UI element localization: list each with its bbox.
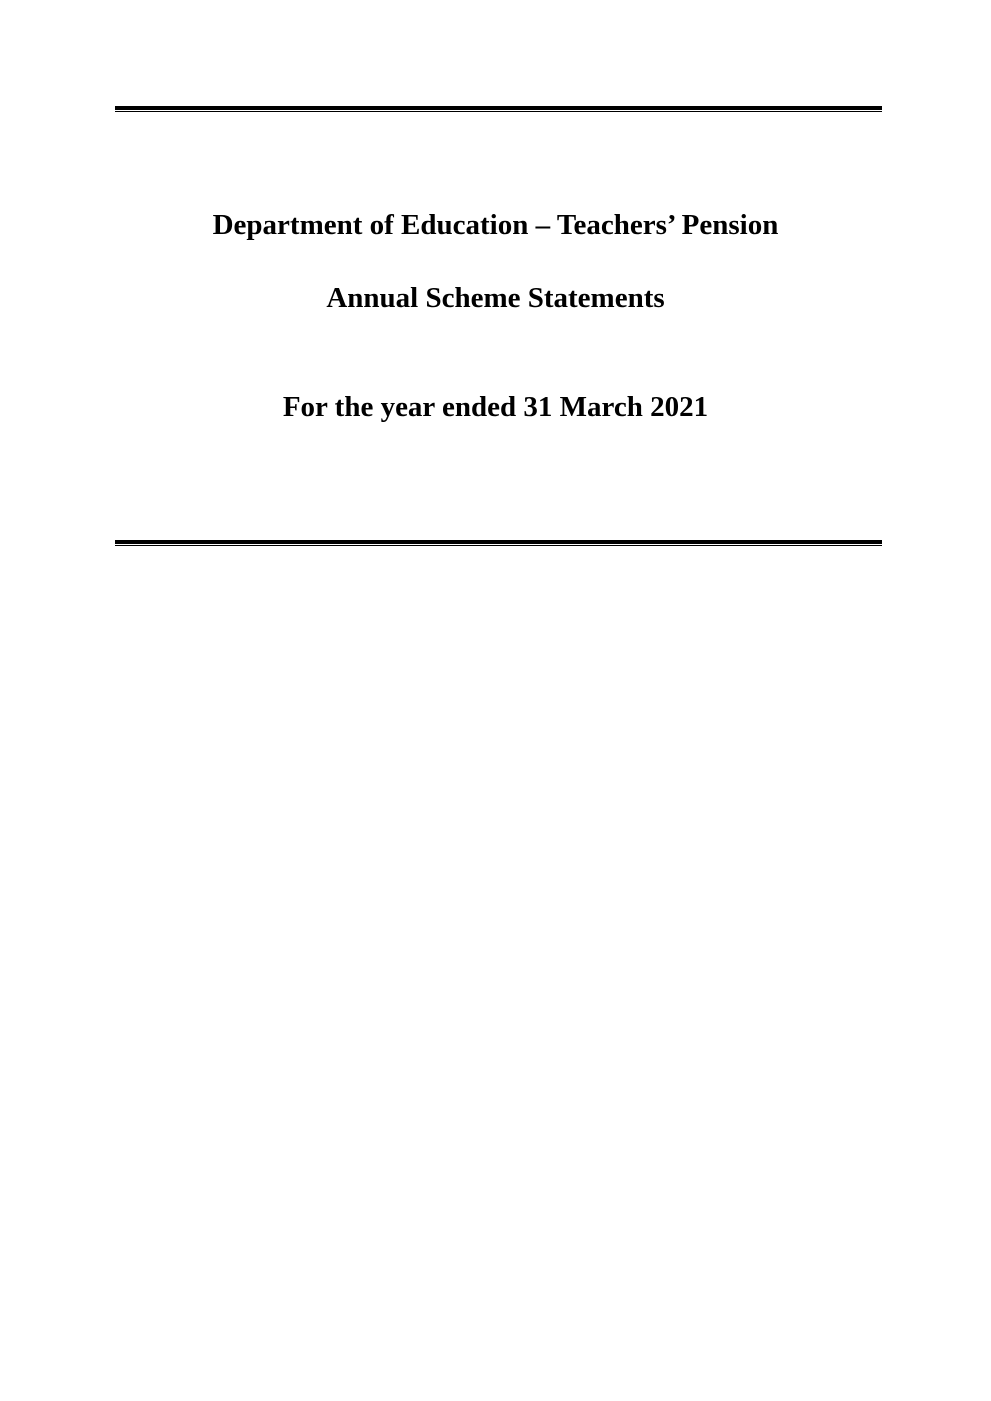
top-rule-thin-line (115, 111, 882, 112)
top-double-rule (115, 106, 882, 112)
reporting-period: For the year ended 31 March 2021 (282, 391, 709, 423)
top-rule-thick-line (115, 106, 882, 110)
document-title: Department of Education – Teachers’ Pension (212, 209, 779, 241)
bottom-rule-thick-line (115, 540, 882, 544)
bottom-rule-thin-line (115, 545, 882, 546)
bottom-double-rule (115, 540, 882, 546)
document-subtitle: Annual Scheme Statements (326, 282, 665, 314)
